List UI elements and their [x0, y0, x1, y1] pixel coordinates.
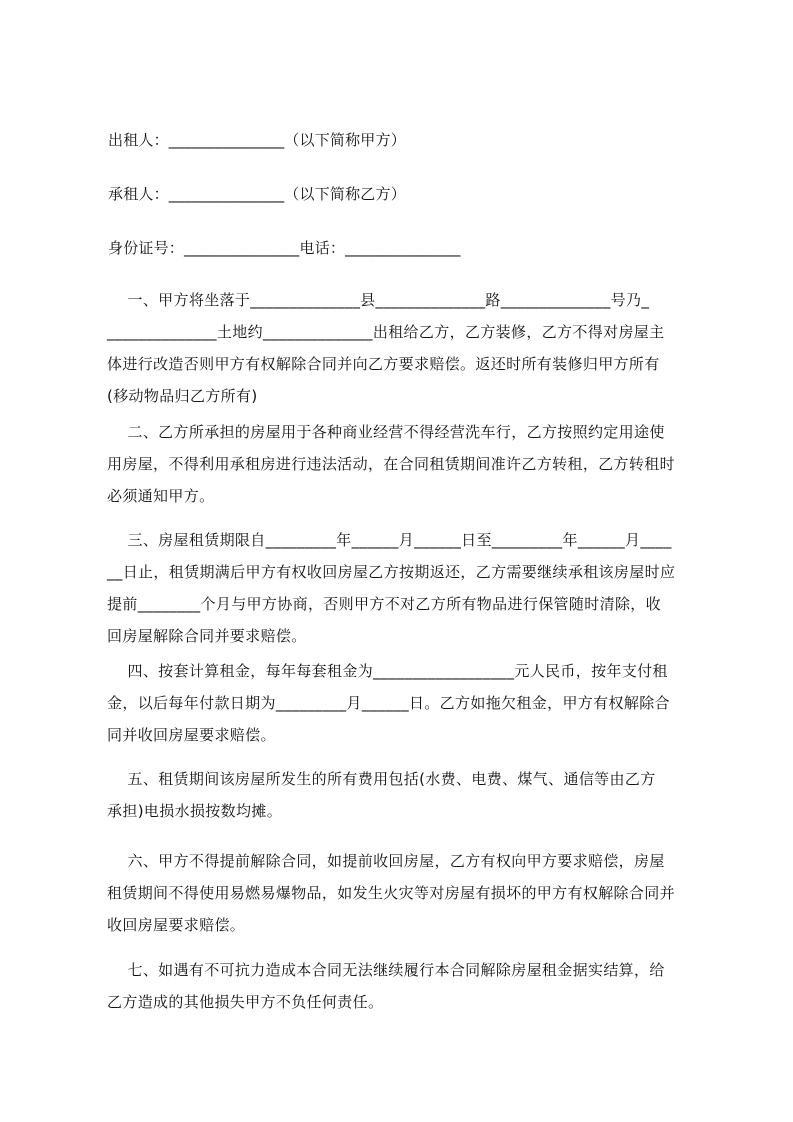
clause-line: 承担)电损水损按数均摊。	[107, 802, 283, 820]
clause-line: __日止，租赁期满后甲方有权收回房屋乙方按期返还，乙方需要继续承租该房屋时应	[107, 563, 676, 581]
clause-line: 租赁期间不得使用易燃易爆物品，如发生火灾等对房屋有损坏的甲方有权解除合同并	[107, 884, 675, 902]
clause-1	[107, 284, 702, 412]
clause-line: 收回房屋要求赔偿。	[107, 916, 246, 934]
clause-line: 用房屋，不得利用承租房进行违法活动，在合同租赁期间准许乙方转租，乙方转租时	[107, 455, 675, 473]
clause-line: 四、按套计算租金，每年每套租金为__________________元人民币，按年支付租	[107, 662, 668, 680]
clause-line: 回房屋解除合同并要求赔偿。	[107, 627, 307, 645]
clause-7	[107, 954, 702, 1018]
clause-4	[107, 655, 702, 751]
clause-3	[107, 524, 702, 652]
id-phone-line: 身份证号：_______________电话：_______________	[108, 239, 461, 257]
clause-2	[107, 416, 702, 512]
clause-line: 金，以后每年付款日期为_________月______日。乙方如拖欠租金，甲方有权解除合	[107, 694, 670, 712]
clause-line: 二、乙方所承担的房屋用于各种商业经营不得经营洗车行，乙方按照约定用途使	[107, 423, 665, 441]
clause-line: 七、如遇有不可抗力造成本合同无法继续履行本合同解除房屋租金据实结算，给	[107, 961, 665, 979]
clause-line: 乙方造成的其他损失甲方不负任何责任。	[107, 993, 384, 1011]
clause-line: 五、租赁期间该房屋所发生的所有费用包括(水费、电费、煤气、通信等由乙方	[107, 770, 656, 788]
clause-line: 一、甲方将坐落于______________县______________路______________号乃_	[107, 291, 650, 309]
clause-6	[107, 845, 702, 941]
clause-line: 体进行改造否则甲方有权解除合同并向乙方要求赔偿。返还时所有装修归甲方所有	[107, 355, 660, 373]
clause-line: 六、甲方不得提前解除合同，如提前收回房屋，乙方有权向甲方要求赔偿，房屋	[107, 852, 665, 870]
clause-line: 提前________个月与甲方协商，否则甲方不对乙方所有物品进行保管随时清除，收	[107, 595, 662, 613]
clause-line: 必须通知甲方。	[107, 487, 215, 505]
clause-line: (移动物品归乙方所有)	[107, 387, 258, 405]
lessor-line: 出租人：_______________（以下简称甲方）	[108, 131, 406, 149]
lessee-line: 承租人：_______________（以下简称乙方）	[108, 185, 406, 203]
clause-line: 三、房屋租赁期限自_________年______月______日至_________年______月____	[107, 531, 672, 549]
clause-5	[107, 763, 702, 827]
clause-line: 同并收回房屋要求赔偿。	[107, 726, 276, 744]
clause-line: ______________土地约______________出租给乙方，乙方装修，乙方不得对房屋主	[107, 323, 665, 341]
